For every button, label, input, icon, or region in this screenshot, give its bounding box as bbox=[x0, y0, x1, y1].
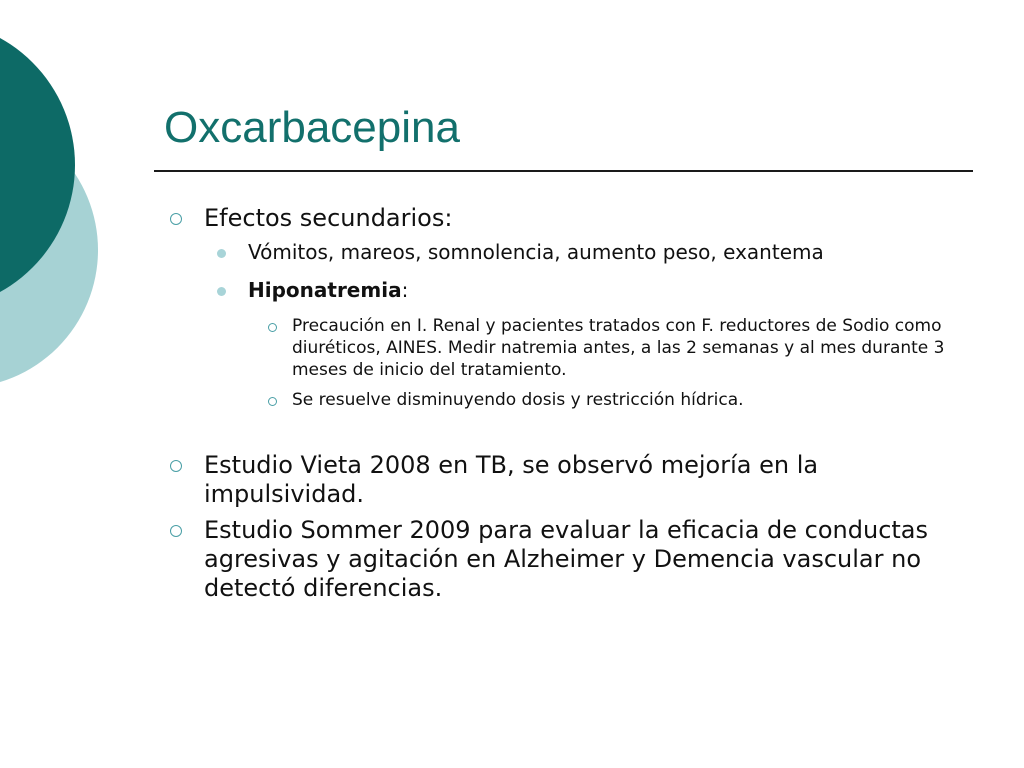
bullet-text: Se resuelve disminuyendo dosis y restricción hídrica. bbox=[292, 390, 744, 410]
bullet-estudio-vieta bbox=[168, 451, 958, 509]
hollow-circle-bullet-icon bbox=[170, 213, 182, 225]
subbullet-hiponatremia bbox=[168, 278, 958, 302]
bullet-text: Estudio Vieta 2008 en TB, se observó mejoría en la impulsividad. bbox=[204, 451, 819, 508]
hollow-circle-bullet-icon bbox=[170, 525, 182, 537]
bullet-text: Vómitos, mareos, somnolencia, aumento peso, exantema bbox=[248, 240, 824, 264]
bullet-efectos-secundarios bbox=[168, 204, 958, 233]
bullet-estudio-sommer bbox=[168, 516, 958, 603]
bullet-bold-text: Hiponatremia bbox=[248, 278, 402, 302]
subsubbullet-precaucion bbox=[168, 315, 958, 381]
slide-title: Oxcarbacepina bbox=[164, 103, 460, 152]
filled-dot-bullet-icon bbox=[217, 249, 226, 258]
bullet-text: Precaución en I. Renal y pacientes tratados con F. reductores de Sodio como diuréticos, AINES. Medir natremia antes, a las 2 semanas y al mes durante 3 meses de inicio del tratamiento. bbox=[292, 316, 945, 380]
hollow-circle-bullet-icon bbox=[170, 460, 182, 472]
slide-body bbox=[168, 204, 958, 603]
subsubbullet-se-resuelve bbox=[168, 389, 958, 411]
hollow-circle-bullet-icon bbox=[268, 397, 277, 406]
bullet-text: Efectos secundarios: bbox=[204, 204, 453, 232]
title-divider bbox=[154, 170, 973, 172]
subbullet-vomitos bbox=[168, 240, 958, 264]
hollow-circle-bullet-icon bbox=[268, 323, 277, 332]
bullet-suffix: : bbox=[401, 278, 409, 302]
filled-dot-bullet-icon bbox=[217, 287, 226, 296]
bullet-text: Estudio Sommer 2009 para evaluar la eficacia de conductas agresivas y agitación en Alzheimer y Demencia vascular no detectó diferencias. bbox=[204, 516, 929, 602]
